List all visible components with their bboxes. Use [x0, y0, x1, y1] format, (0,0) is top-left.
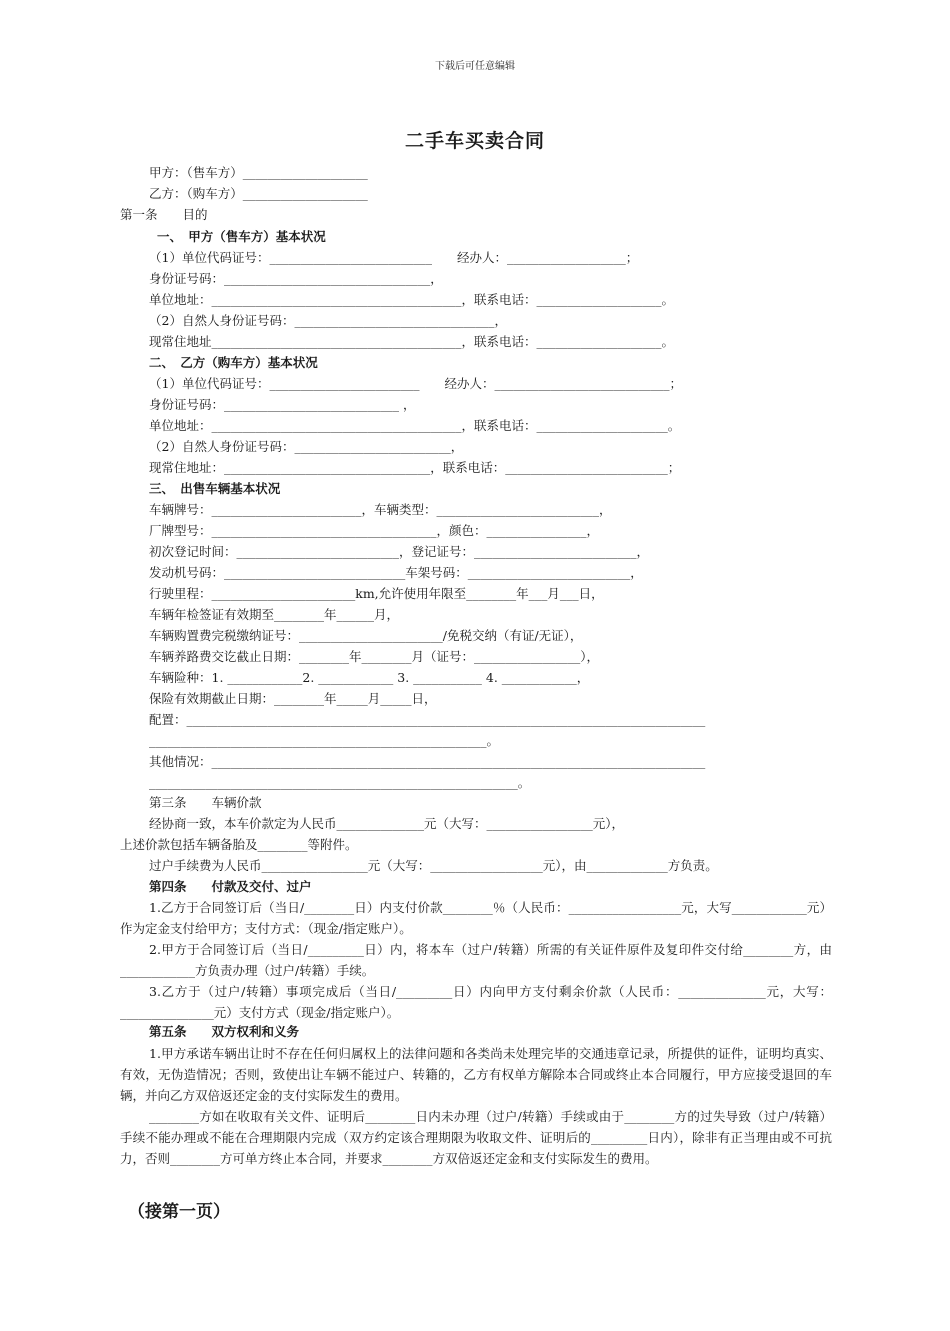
vehicle-road-fee-line: 车辆养路费交讫截止日期：________年________月（证号：_________________），	[149, 649, 600, 664]
article-3-heading: 第三条 车辆价款	[149, 795, 262, 810]
accessories-line: 上述价款包括车辆备胎及________等附件。	[120, 837, 358, 852]
seller-id-line: 身份证号码：_________________________________，	[149, 271, 443, 286]
continued-note: （接第一页）	[128, 1202, 230, 1222]
vehicle-purchase-tax-line: 车辆购置费完税缴纳证号：_______________________/免税交纳（有证/无证），	[149, 628, 583, 643]
vehicle-registration-line: 初次登记时间：__________________________，登记证号：__________________________，	[149, 544, 650, 559]
party-a-line: 甲方：（售车方）____________________	[149, 165, 368, 180]
vehicle-plate-line: 车辆牌号：________________________，车辆类型：__________________________，	[149, 502, 612, 517]
seller-residence-line: 现常住地址________________________________________，联系电话：____________________。	[149, 334, 675, 349]
other-info-line-2: ___________________________________________________________。	[149, 775, 531, 790]
vehicle-mileage-line: 行驶里程：_______________________km,允许使用年限至________年___月___日，	[149, 586, 604, 601]
vehicle-inspection-line: 车辆年检签证有效期至________年______月，	[149, 607, 400, 622]
vehicle-model-line: 厂牌型号：____________________________________，颜色：________________，	[149, 523, 600, 538]
payment-clause-1: 1.乙方于合同签订后（当日/________日）内支付价款________％（人民币：__________________元，大写____________元）作为定金支付给甲方；支付方式：（现金/指定账户）。	[120, 900, 832, 936]
article-4-heading: 第四条 付款及交付、过户	[149, 879, 312, 894]
page-header-note: 下载后可任意编辑	[435, 61, 515, 72]
payment-clause-3: 3.乙方于（过户/转籍）事项完成后（当日/_________日）内向甲方支付剩余价款（人民币：______________元，大写：_______________元）支付方式（现金/指定账户）。	[120, 984, 832, 1020]
buyer-id-line: 身份证号码：____________________________ ，	[149, 397, 416, 412]
seller-unit-code-line: （1）单位代码证号：__________________________ 经办人：___________________；	[149, 250, 639, 265]
rights-clause-2: ________方如在收取有关文件、证明后________日内未办理（过户/转籍）手续或由于________方的过失导致（过户/转籍）手续不能办理或不能在合理期限内完成（双方约定该合理期限为收取文件、证明后的_________日内），除非有正当理由或不可抗力，否则________方可单方终止本合同，并要求________方双倍返还定金和支付实际发生的费用。	[120, 1109, 832, 1166]
section-3-heading: 三、 出售车辆基本状况	[149, 481, 281, 496]
vehicle-engine-line: 发动机号码：_____________________________车架号码：__________________________，	[149, 565, 643, 580]
buyer-personal-id-line: （2）自然人身份证号码：_________________________，	[149, 439, 464, 454]
section-2-heading: 二、 乙方（购车方）基本状况	[149, 355, 318, 370]
party-b-line: 乙方：（购车方）____________________	[149, 186, 368, 201]
other-info-line: 其他情况：_______________________________________________________________________________	[149, 754, 706, 769]
section-1-heading: 一、 甲方（售车方）基本状况	[157, 229, 326, 244]
payment-clause-2: 2.甲方于合同签订后（当日/_________日）内，将本车（过户/转籍）所需的有关证件原件及复印件交付给________方，由____________方负责办理（过户/转籍）手续。	[120, 942, 832, 978]
configuration-line: 配置：___________________________________________________________________________________	[149, 712, 706, 727]
buyer-residence-line: 现常住地址：_________________________________，联系电话：__________________________；	[149, 460, 681, 475]
seller-personal-id-line: （2）自然人身份证号码：________________________________，	[149, 313, 507, 328]
transfer-fee-line: 过户手续费为人民币_________________元（大写：__________________元），由_____________方负责。	[149, 858, 718, 873]
seller-address-line: 单位地址：________________________________________，联系电话：____________________。	[149, 292, 675, 307]
price-line: 经协商一致，本车价款定为人民币______________元（大写：_________________元），	[149, 816, 625, 831]
insurance-expiry-line: 保险有效期截止日期：________年_____月_____日，	[149, 691, 437, 706]
buyer-unit-code-line: （1）单位代码证号：________________________ 经办人：____________________________；	[149, 376, 682, 391]
rights-clause-1: 1.甲方承诺车辆出让时不存在任何归属权上的法律问题和各类尚未处理完毕的交通违章记录，所提供的证件，证明均真实、有效，无伪造情况；否则，致使出让车辆不能过户、转籍的，乙方有权单方解除本合同或终止本合同履行，甲方应接受退回的车辆，并向乙方双倍返还定金的支付实际发生的费用。	[120, 1046, 832, 1103]
article-5-heading: 第五条 双方权利和义务	[149, 1024, 300, 1039]
buyer-address-line: 单位地址：________________________________________，联系电话：_____________________。	[149, 418, 681, 433]
vehicle-insurance-line: 车辆险种：1. ____________2. ____________ 3. ___________ 4. ____________，	[149, 670, 590, 685]
page-title: 二手车买卖合同	[404, 130, 545, 152]
configuration-line-2: ______________________________________________________。	[149, 733, 500, 748]
article-1-heading: 第一条 目的	[120, 207, 208, 222]
